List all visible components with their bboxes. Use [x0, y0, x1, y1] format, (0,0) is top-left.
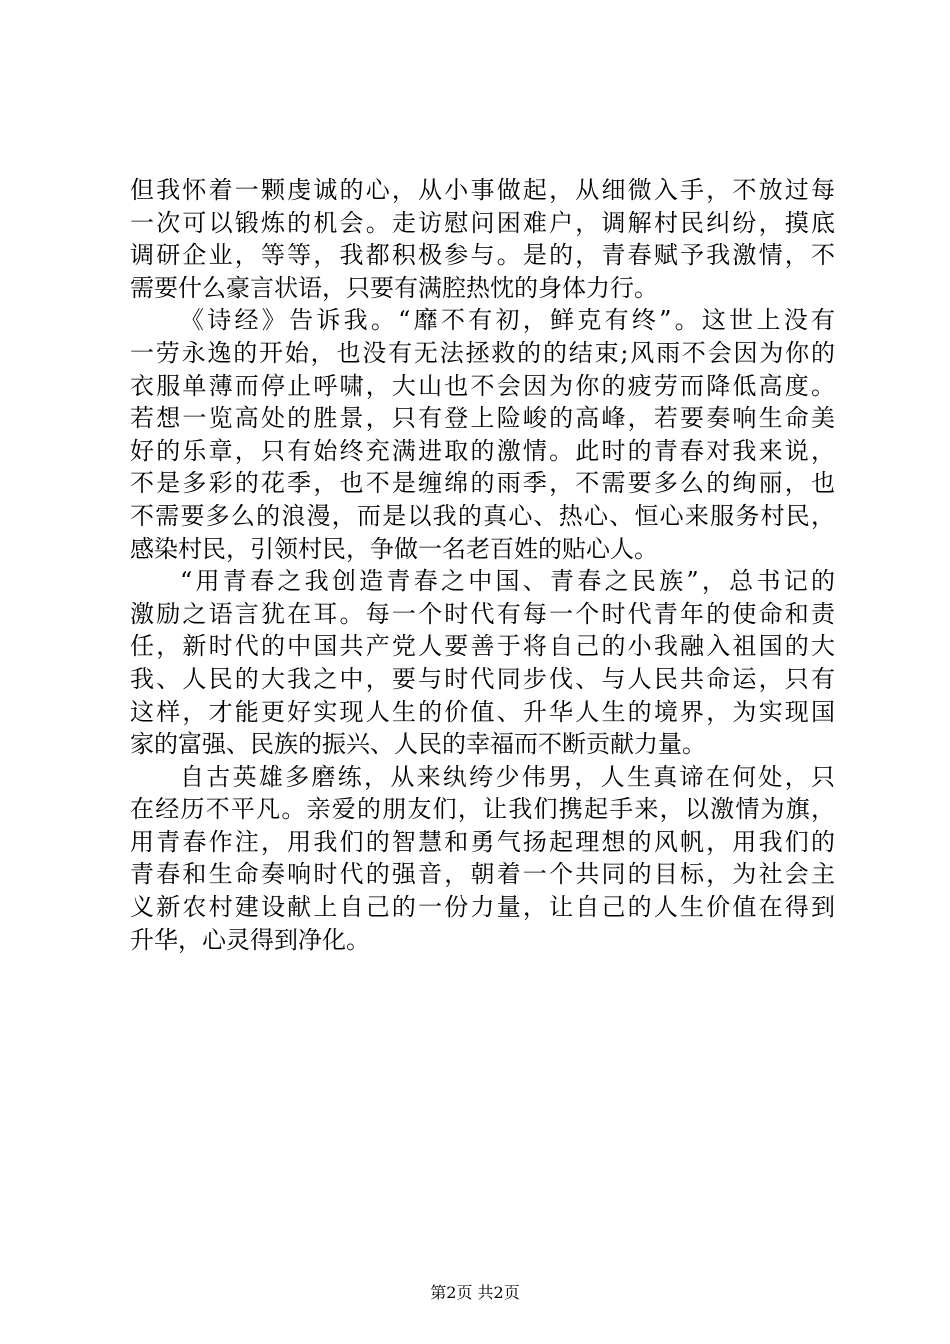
body-text [130, 174, 835, 956]
text-line: “用青春之我创造青春之中国、青春之民族”，总书记的 [180, 567, 835, 596]
text-line: 感染村民，引领村民，争做一名老百姓的贴心人。 [130, 534, 658, 563]
text-line: 需要什么豪言状语，只要有满腔热忱的身体力行。 [130, 273, 658, 302]
text-line: 一劳永逸的开始，也没有无法拯救的的结束;风雨不会因为你的 [130, 338, 835, 367]
text-line: 家的富强、民族的振兴、人民的幸福而不断贡献力量。 [130, 730, 706, 759]
text-line: 升华，心灵得到净化。 [130, 925, 370, 954]
text-line: 在经历不平凡。亲爱的朋友们，让我们携起手来，以激情为旗， [130, 795, 835, 824]
text-line: 衣服单薄而停止呼啸，大山也不会因为你的疲劳而降低高度。 [130, 371, 835, 400]
text-line: 若想一览高处的胜景，只有登上险峻的高峰，若要奏响生命美 [130, 404, 835, 433]
text-line: 不需要多么的浪漫，而是以我的真心、热心、恒心来服务村民， [130, 501, 835, 530]
text-line: 但我怀着一颗虔诚的心，从小事做起，从细微入手，不放过每 [130, 176, 835, 204]
page-footer: 第2页 共2页 [430, 1283, 520, 1302]
text-line: 我、人民的大我之中，要与时代同步伐、与人民共命运，只有 [130, 664, 835, 693]
text-line: 义新农村建设献上自己的一份力量，让自己的人生价值在得到 [130, 893, 835, 922]
text-line: 青春和生命奏响时代的强音，朝着一个共同的目标，为社会主 [130, 860, 835, 889]
text-line: 激励之语言犹在耳。每一个时代有每一个时代青年的使命和责 [130, 599, 835, 628]
text-line: 调研企业，等等，我都积极参与。是的，青春赋予我激情，不 [130, 241, 835, 270]
text-line: 不是多彩的花季，也不是缠绵的雨季，不需要多么的绚丽，也 [130, 469, 835, 498]
text-line: 一次可以锻炼的机会。走访慰问困难户，调解村民纠纷，摸底 [130, 208, 835, 237]
text-line: 任，新时代的中国共产党人要善于将自己的小我融入祖国的大 [130, 632, 835, 661]
text-line: 用青春作注，用我们的智慧和勇气扬起理想的风帆，用我们的 [130, 827, 835, 856]
text-line: 这样，才能更好实现人生的价值、升华人生的境界，为实现国 [130, 697, 835, 726]
text-line: 好的乐章，只有始终充满进取的激情。此时的青春对我来说， [130, 436, 835, 465]
text-line: 自古英雄多磨练，从来纨绔少伟男，人生真谛在何处，只 [180, 762, 835, 791]
text-line: 《诗经》告诉我。“靡不有初，鲜克有终”。这世上没有 [180, 306, 835, 335]
